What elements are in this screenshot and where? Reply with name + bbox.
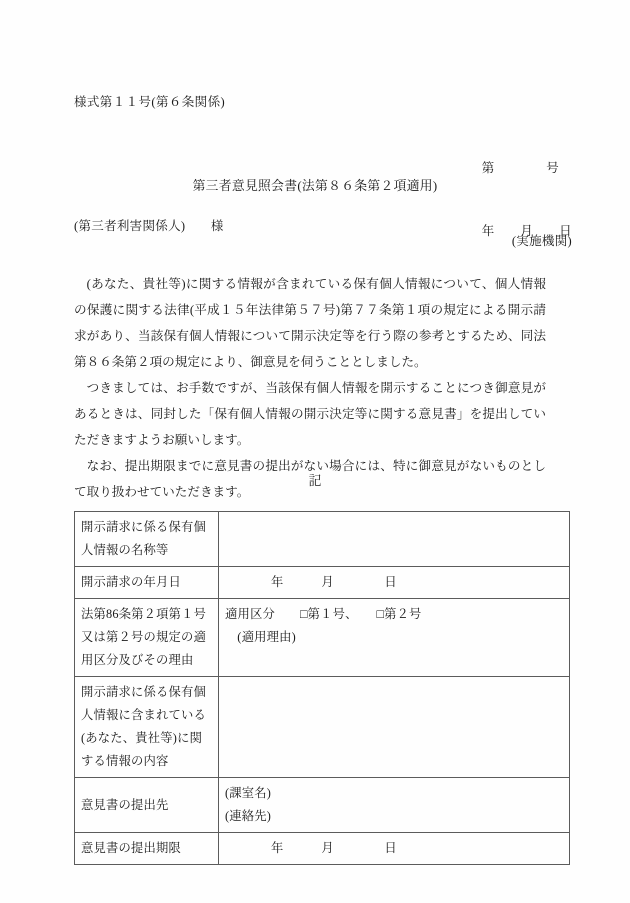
addressee-line: (第三者利害関係人) 様 xyxy=(74,219,224,233)
document-number-block xyxy=(482,116,572,284)
issuing-agency-label: (実施機関) xyxy=(511,234,572,248)
row-value-request-date[interactable] xyxy=(219,567,570,599)
row-label-applicability: 法第86条第２項第１号又は第２号の規定の適用区分及びその理由 xyxy=(75,599,219,677)
table-row xyxy=(75,567,570,599)
row-value-information-content[interactable] xyxy=(219,677,570,778)
date-blank-fields: 年 月 日 xyxy=(271,841,397,855)
body-paragraph-1: (あなた、貴社等)に関する情報が含まれている保有個人情報について、個人情報の保護に関する法律(平成１５年法律第５７号)第７７条第１項の規定による開示請求があり、当該保有個人情報について開示決定等を行う際の参考とするため、同法第８６条第２項の規定により、御意見を伺うこととしました。 xyxy=(74,277,546,369)
table-row xyxy=(75,677,570,778)
row-value-submission-destination[interactable] xyxy=(219,778,570,833)
form-table xyxy=(74,511,570,865)
document-number-label: 第 号 xyxy=(481,161,560,175)
body-paragraph-2: つきましては、お手数ですが、当該保有個人情報を開示することにつき御意見があるときは、同封した「保有個人情報の開示決定等に関する意見書」を提出していただきますようお願いします。 xyxy=(74,381,546,447)
table-row xyxy=(75,778,570,833)
ki-marker: 記 xyxy=(308,474,322,488)
table-row xyxy=(75,833,570,865)
row-label-submission-deadline: 意見書の提出期限 xyxy=(75,833,219,865)
row-label-submission-destination: 意見書の提出先 xyxy=(75,778,219,833)
document-date-label: 年 月 日 xyxy=(481,224,572,238)
applicability-checkbox-line[interactable]: 適用区分 □第１号、 □第２号 xyxy=(225,607,422,621)
row-label-information-content: 開示請求に係る保有個人情報に含まれている(あなた、貴社等)に関する情報の内容 xyxy=(75,677,219,778)
table-row xyxy=(75,599,570,677)
row-value-applicability[interactable] xyxy=(219,599,570,677)
date-blank-fields: 年 月 日 xyxy=(271,575,397,589)
body-paragraph-3: なお、提出期限までに意見書の提出がない場合には、特に御意見がないものとして取り扱わせていただきます。 xyxy=(74,459,546,499)
row-value-submission-deadline[interactable] xyxy=(219,833,570,865)
row-label-request-date: 開示請求の年月日 xyxy=(75,567,219,599)
form-number: 様式第１１号(第６条関係) xyxy=(74,95,226,109)
contact-info-label: (連絡先) xyxy=(225,809,272,823)
row-value-disclosure-name[interactable] xyxy=(219,512,570,567)
table-row xyxy=(75,512,570,567)
row-label-disclosure-name: 開示請求に係る保有個人情報の名称等 xyxy=(75,512,219,567)
department-name-label: (課室名) xyxy=(225,786,272,800)
document-title: 第三者意見照会書(法第８６条第２項適用) xyxy=(192,179,438,193)
applicability-reason-label: (適用理由) xyxy=(237,630,296,644)
